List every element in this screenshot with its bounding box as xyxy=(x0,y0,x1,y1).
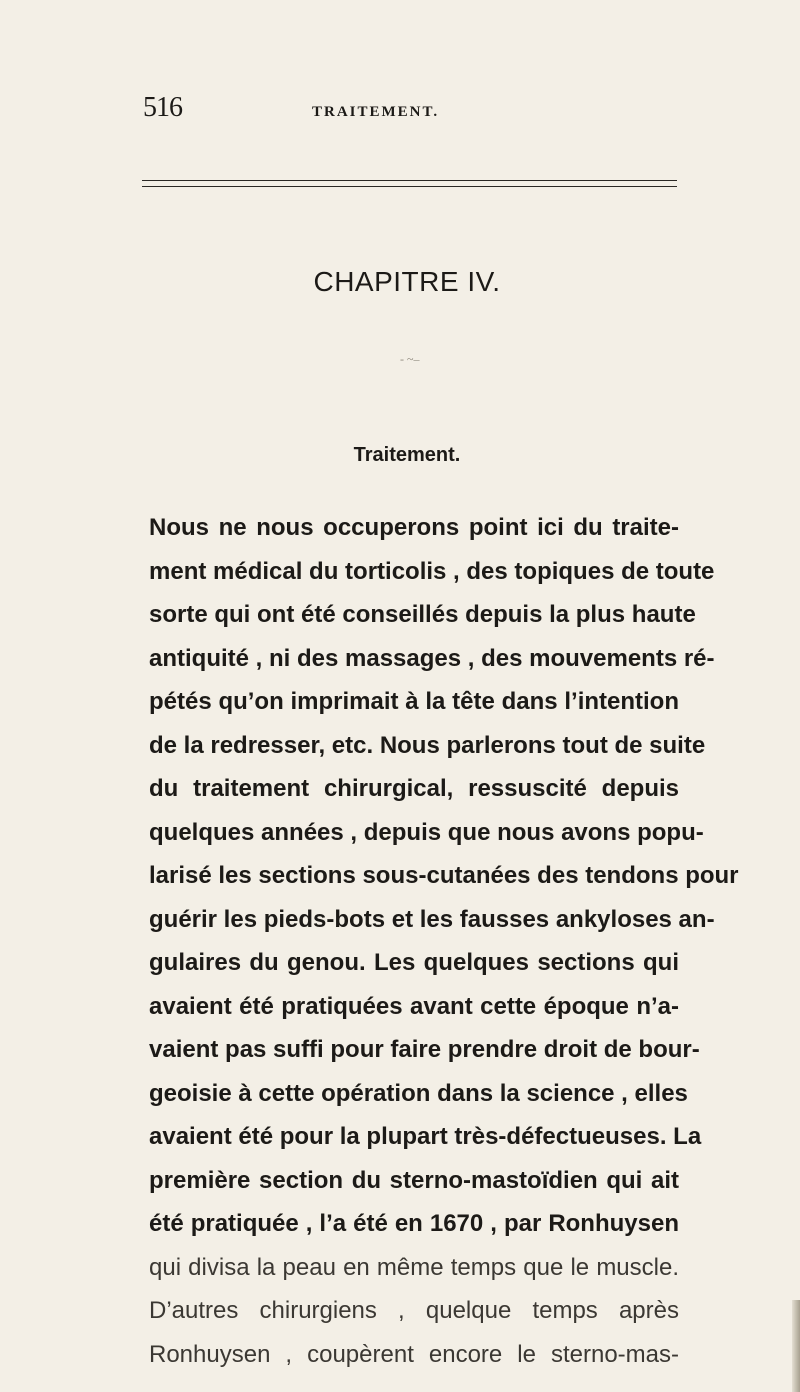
text-line: D’autres chirurgiens , quelque temps après xyxy=(149,1297,679,1324)
text-line: vaient pas suffi pour faire prendre droit de bour- xyxy=(149,1036,700,1063)
section-title: Traitement. xyxy=(353,444,461,466)
running-head: TRAITEMENT. xyxy=(312,104,440,120)
text-line: ment médical du torticolis , des topiques de toute xyxy=(149,557,715,585)
text-line: qui divisa la peau en même temps que le muscle. xyxy=(149,1253,679,1281)
text-line: guérir les pieds-bots et les fausses ankyloses an- xyxy=(149,905,715,933)
text-line: quelques années , depuis que nous avons popu- xyxy=(149,818,704,846)
text-line: Ronhuysen , coupèrent encore le sterno-mas- xyxy=(149,1340,679,1368)
ornament-dash: - ~– xyxy=(400,352,420,366)
page-edge-shadow xyxy=(792,1300,800,1392)
text-line: de la redresser, etc. Nous parlerons tout de suite xyxy=(149,731,706,759)
body-text xyxy=(149,506,739,1376)
text-line: été pratiquée , l’a été en 1670 , par Ronhuysen xyxy=(149,1210,679,1237)
chapter-title: CHAPITRE IV. xyxy=(313,266,501,297)
text-line: première section du sterno-mastoïdien qui ait xyxy=(149,1166,679,1194)
text-line: du traitement chirurgical, ressuscité depuis xyxy=(149,775,679,802)
header-rule-bottom xyxy=(142,186,677,187)
text-line: avaient été pratiquées avant cette époque n’a- xyxy=(149,992,679,1020)
text-line: antiquité , ni des massages , des mouvements ré- xyxy=(149,644,715,672)
text-line: avaient été pour la plupart très-défectueuses. La xyxy=(149,1123,702,1150)
text-line: gulaires du genou. Les quelques sections qui xyxy=(149,949,679,976)
header-rule-top xyxy=(142,180,677,181)
page-header xyxy=(0,92,800,132)
text-line: Nous ne nous occuperons point ici du traite- xyxy=(149,514,679,541)
text-line: geoisie à cette opération dans la science , elles xyxy=(149,1079,688,1107)
text-line: sorte qui ont été conseillés depuis la plus haute xyxy=(149,601,696,628)
text-line: pétés qu’on imprimait à la tête dans l’intention xyxy=(149,688,679,715)
page-number: 516 xyxy=(143,92,182,123)
text-line: larisé les sections sous-cutanées des tendons pour xyxy=(149,862,739,889)
